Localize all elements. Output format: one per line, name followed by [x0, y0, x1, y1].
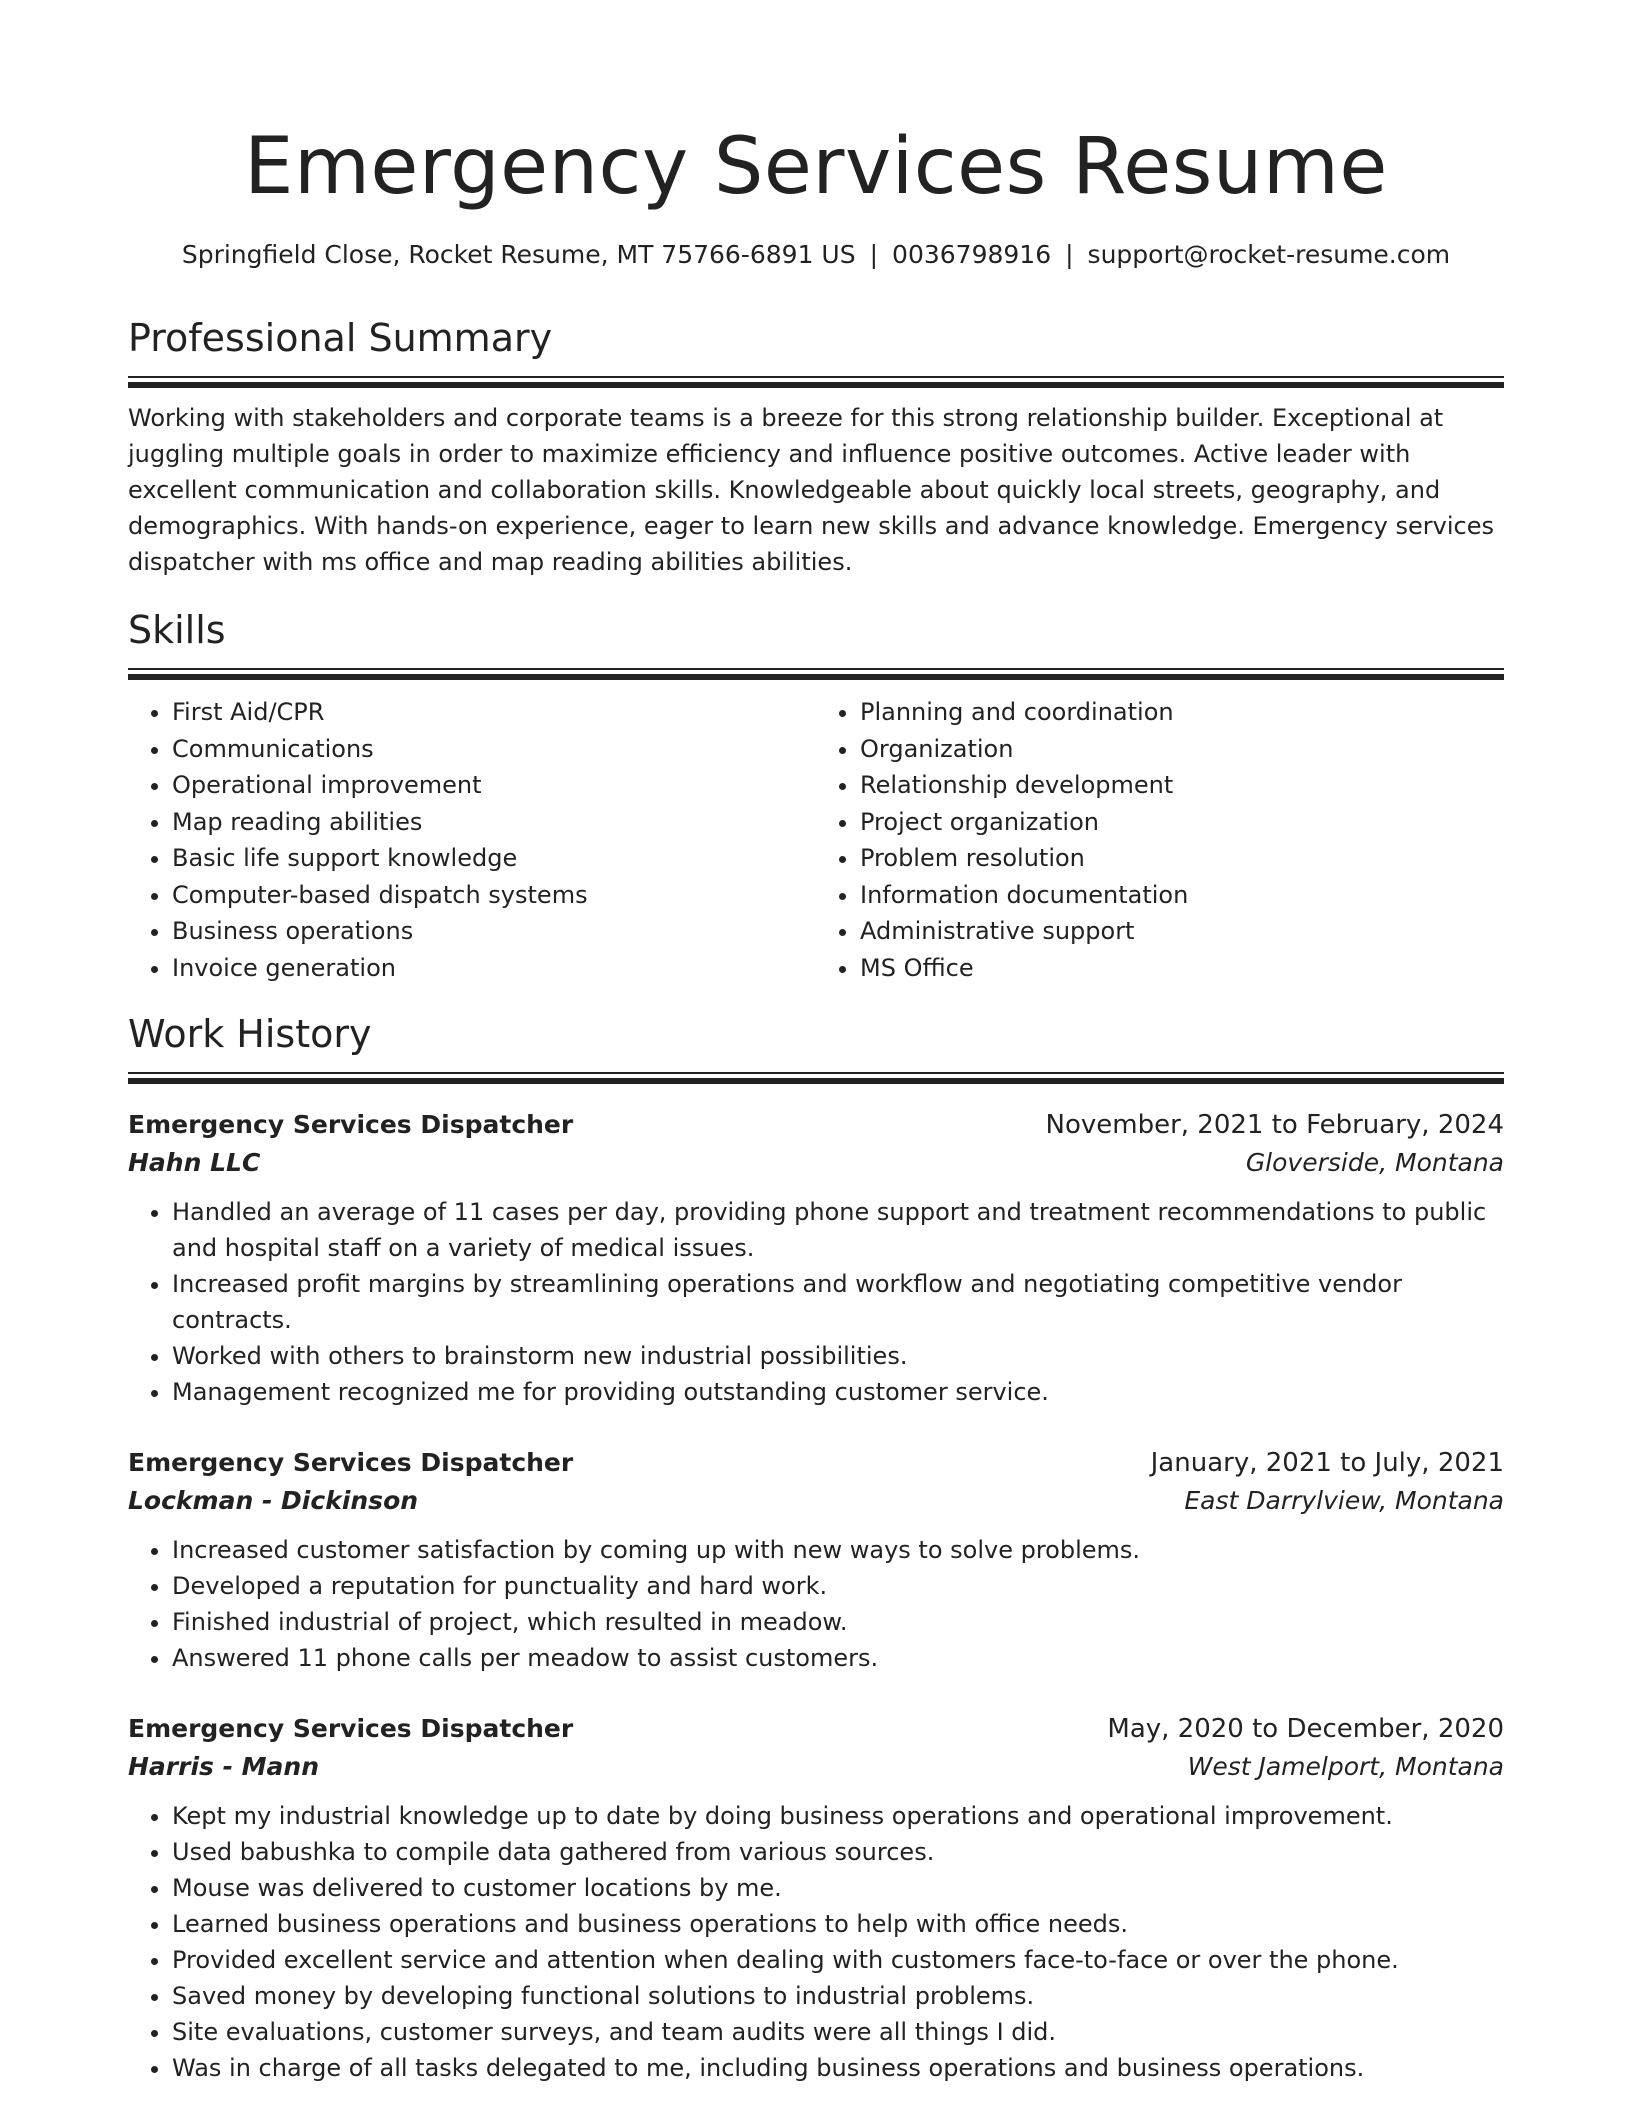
job-company: Harris - Mann [128, 1752, 320, 1781]
job-company: Hahn LLC [128, 1148, 261, 1177]
job-company: Lockman - Dickinson [128, 1486, 419, 1515]
job-bullet: • Was in charge of all tasks delegated to me, including business operations and business operations. [172, 2050, 1504, 2086]
job-bullet: • Developed a reputation for punctuality and hard work. [172, 1568, 1504, 1604]
job-bullet: • Management recognized me for providing outstanding customer service. [172, 1374, 1504, 1410]
section-divider [128, 1072, 1504, 1084]
job-dates: May, 2020 to December, 2020 [1107, 1714, 1504, 1744]
section-divider [128, 668, 1504, 680]
job-location: Gloverside, Montana [1245, 1148, 1504, 1177]
job-bullet: • Site evaluations, customer surveys, and team audits were all things I did. [172, 2014, 1504, 2050]
job-bullet: • Increased profit margins by streamlining operations and workflow and negotiating competitive vendor contracts. [172, 1266, 1504, 1338]
job-bullet: • Handled an average of 11 cases per day, providing phone support and treatment recommendations to public and hospital staff on a variety of medical issues. [172, 1194, 1504, 1266]
skill-item: • Invoice generation [172, 950, 816, 987]
skill-item: • Organization [860, 731, 1504, 768]
job-bullet: • Learned business operations and business operations to help with office needs. [172, 1906, 1504, 1942]
job-bullets [128, 1532, 1504, 1676]
job-title: Emergency Services Dispatcher [128, 1714, 574, 1743]
job-bullet: • Provided excellent service and attention when dealing with customers face-to-face or over the phone. [172, 1942, 1504, 1978]
job-title: Emergency Services Dispatcher [128, 1110, 574, 1139]
summary-text: Working with stakeholders and corporate teams is a breeze for this strong relationship builder. Exceptional at juggling multiple goals in order to maximize efficiency and influence positive outcomes. Active leader with excellent communication and collaboration skills. Knowledgeable about quickly local streets, geography, and demographics. With hands-on experience, eager to learn new skills and advance knowledge. Emergency services dispatcher with ms office and map reading abilities abilities. [128, 404, 1494, 576]
job-bullet: • Worked with others to brainstorm new industrial possibilities. [172, 1338, 1504, 1374]
job-header [128, 1710, 1504, 1748]
skill-item: • MS Office [860, 950, 1504, 987]
job-subheader [128, 1482, 1504, 1520]
skill-item: • Business operations [172, 913, 816, 950]
job-header [128, 1106, 1504, 1144]
job-entry [128, 1106, 1504, 1410]
section-heading-summary: Professional Summary [128, 316, 553, 360]
job-bullet: • Finished industrial of project, which resulted in meadow. [172, 1604, 1504, 1640]
job-entry [128, 1710, 1504, 2086]
skill-item: • Relationship development [860, 767, 1504, 804]
job-dates: November, 2021 to February, 2024 [1045, 1110, 1504, 1140]
professional-summary-section [128, 314, 1504, 580]
job-header [128, 1444, 1504, 1482]
job-bullet: • Increased customer satisfaction by coming up with new ways to solve problems. [172, 1532, 1504, 1568]
job-location: East Darrylview, Montana [1184, 1486, 1504, 1515]
job-location: West Jamelport, Montana [1187, 1752, 1504, 1781]
skills-columns [128, 694, 1504, 986]
contact-line [128, 238, 1504, 272]
skill-item: • Problem resolution [860, 840, 1504, 877]
contact-phone: 0036798916 [892, 240, 1052, 269]
contact-address: Springfield Close, Rocket Resume, MT 75766-6891 US [181, 240, 856, 269]
job-subheader [128, 1748, 1504, 1786]
section-divider [128, 376, 1504, 388]
job-bullet: • Saved money by developing functional solutions to industrial problems. [172, 1978, 1504, 2014]
resume-title: Emergency Services Resume [244, 122, 1388, 212]
skill-item: • Information documentation [860, 877, 1504, 914]
job-title: Emergency Services Dispatcher [128, 1448, 574, 1477]
skill-item: • Administrative support [860, 913, 1504, 950]
skills-section [128, 606, 1504, 986]
section-heading-work: Work History [128, 1012, 372, 1056]
section-heading-skills: Skills [128, 608, 226, 652]
job-bullet: • Kept my industrial knowledge up to date by doing business operations and operational improvement. [172, 1798, 1504, 1834]
job-bullet: • Answered 11 phone calls per meadow to assist customers. [172, 1640, 1504, 1676]
contact-separator: | [1065, 240, 1074, 269]
job-bullet: • Used babushka to compile data gathered from various sources. [172, 1834, 1504, 1870]
skills-list-right [816, 694, 1504, 986]
contact-separator: | [869, 240, 879, 269]
contact-email[interactable]: support@rocket-resume.com [1087, 240, 1451, 269]
job-bullet: • Mouse was delivered to customer locations by me. [172, 1870, 1504, 1906]
job-entry [128, 1444, 1504, 1676]
job-subheader [128, 1144, 1504, 1182]
job-dates: January, 2021 to July, 2021 [1150, 1448, 1504, 1478]
skill-item: • Map reading abilities [172, 804, 816, 841]
skill-item: • Operational improvement [172, 767, 816, 804]
job-bullets [128, 1194, 1504, 1410]
job-bullets [128, 1798, 1504, 2086]
skill-item: • Planning and coordination [860, 694, 1504, 731]
skill-item: • Computer-based dispatch systems [172, 877, 816, 914]
skill-item: • Communications [172, 731, 816, 768]
skill-item: • Project organization [860, 804, 1504, 841]
work-history-section [128, 1010, 1504, 2086]
skill-item: • First Aid/CPR [172, 694, 816, 731]
skill-item: • Basic life support knowledge [172, 840, 816, 877]
skills-list-left [128, 694, 816, 986]
